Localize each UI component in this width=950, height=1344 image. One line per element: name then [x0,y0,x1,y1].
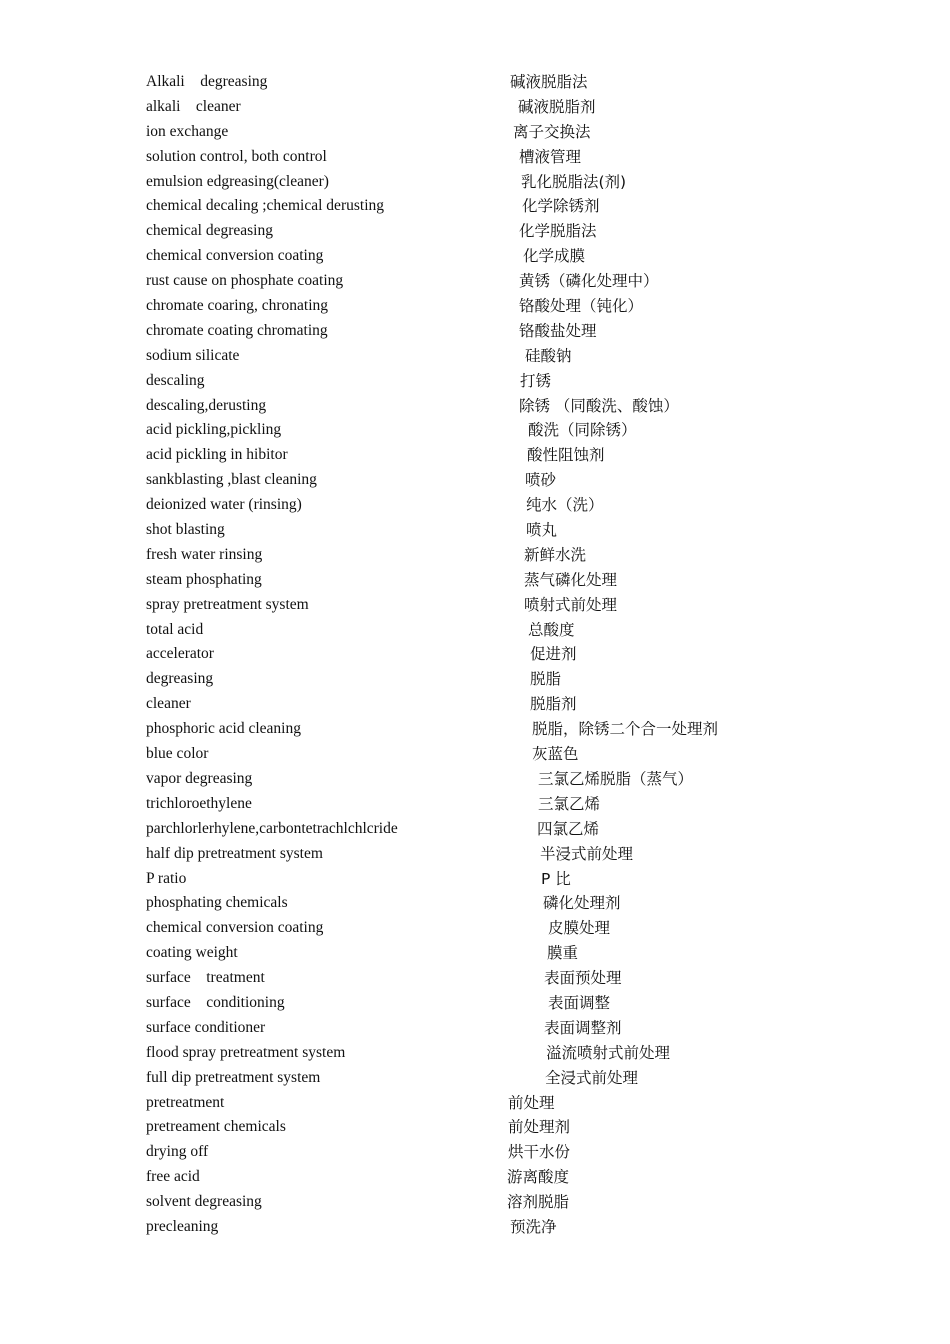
chinese-term: 乳化脱脂法(剂) [521,172,627,191]
english-term: parchlorlerhylene,carbontetrachlchlcride [146,819,398,837]
glossary-row [0,121,950,146]
glossary-row [0,868,950,893]
chinese-term: 喷丸 [526,521,558,540]
glossary-row [0,718,950,743]
chinese-term: 三氯乙烯 [538,794,601,813]
chinese-term: 全浸式前处理 [545,1068,639,1087]
glossary-row [0,992,950,1017]
english-term: shot blasting [146,521,225,539]
chinese-term: 离子交换法 [513,122,591,141]
chinese-term: 表面调整 [548,993,611,1012]
glossary-row [0,619,950,644]
chinese-term: 三氯乙烯脱脂（蒸气） [538,769,694,788]
chinese-term: 槽液管理 [519,147,582,166]
chinese-term: 黄锈（磷化处理中） [519,272,659,291]
english-term: ion exchange [146,122,229,140]
chinese-term: 喷射式前处理 [524,595,618,614]
chinese-term: 溶剂脱脂 [507,1193,570,1212]
english-term: chemical conversion coating [146,919,324,937]
glossary-row [0,768,950,793]
chinese-term: 促进剂 [530,645,577,664]
glossary-row [0,1017,950,1042]
english-term: accelerator [146,645,214,663]
english-term: phosphating chemicals [146,894,288,912]
english-term: P ratio [146,869,187,887]
glossary-row [0,370,950,395]
glossary-row [0,1092,950,1117]
chinese-term: 溢流喷射式前处理 [546,1043,671,1062]
glossary-list [0,71,950,1241]
glossary-row [0,1141,950,1166]
chinese-term: 烘干水份 [508,1143,571,1162]
english-term: chromate coating chromating [146,321,328,339]
english-term: acid pickling in hibitor [146,446,288,464]
glossary-row [0,494,950,519]
chinese-term: 铬酸处理（钝化） [519,297,644,316]
chinese-term: 除锈 （同酸洗、酸蚀） [519,396,679,415]
english-term: descaling,derusting [146,396,267,414]
english-term: half dip pretreatment system [146,844,323,862]
chinese-term: 化学脱脂法 [519,222,597,241]
chinese-term: 预洗净 [510,1217,557,1236]
glossary-row [0,171,950,196]
english-term: chemical decaling ;chemical derusting [146,197,384,215]
glossary-row [0,569,950,594]
chinese-term: P 比 [541,869,571,888]
english-term: steam phosphating [146,570,262,588]
chinese-term: 化学除锈剂 [522,197,600,216]
english-term: surface conditioner [146,1018,266,1036]
english-term: alkali cleaner [146,97,241,115]
english-term: free acid [146,1168,200,1186]
glossary-row [0,270,950,295]
chinese-term: 脱脂剂 [530,695,577,714]
english-term: coating weight [146,944,238,962]
english-term: sankblasting ,blast cleaning [146,471,317,489]
glossary-row [0,1042,950,1067]
glossary-row [0,743,950,768]
glossary-row [0,295,950,320]
glossary-row [0,843,950,868]
english-term: precleaning [146,1217,219,1235]
chinese-term: 表面预处理 [544,969,622,988]
chinese-term: 蒸气磷化处理 [524,570,618,589]
chinese-term: 打锈 [520,371,552,390]
chinese-term: 纯水（洗） [526,496,604,515]
english-term: surface conditioning [146,993,285,1011]
english-term: pretreament chemicals [146,1118,286,1136]
chinese-term: 游离酸度 [507,1168,570,1187]
chinese-term: 前处理 [508,1093,555,1112]
english-term: phosphoric acid cleaning [146,720,301,738]
chinese-term: 酸洗（同除锈） [528,421,637,440]
glossary-row [0,195,950,220]
glossary-row [0,917,950,942]
chinese-term: 总酸度 [528,620,575,639]
glossary-row [0,967,950,992]
chinese-term: 碱液脱脂法 [510,73,588,91]
chinese-term: 铬酸盐处理 [519,321,597,340]
glossary-row [0,643,950,668]
glossary-row [0,1216,950,1241]
chinese-term: 表面调整剂 [544,1018,622,1037]
english-term: deionized water (rinsing) [146,496,302,514]
english-term: degreasing [146,670,214,688]
english-term: chemical conversion coating [146,247,324,265]
chinese-term: 灰蓝色 [532,745,579,764]
english-term: sodium silicate [146,346,240,364]
chinese-term: 前处理剂 [508,1118,571,1137]
english-term: fresh water rinsing [146,545,263,563]
chinese-term: 磷化处理剂 [543,894,621,913]
english-term: solution control, both control [146,147,327,165]
english-term: trichloroethylene [146,794,252,812]
english-term: emulsion edgreasing(cleaner) [146,172,329,190]
english-term: blue color [146,745,209,763]
glossary-row [0,818,950,843]
chinese-term: 新鲜水洗 [524,545,587,564]
english-term: drying off [146,1143,209,1161]
glossary-row [0,693,950,718]
english-term: rust cause on phosphate coating [146,272,344,290]
english-term: Alkali degreasing [146,73,268,90]
english-term: chemical degreasing [146,222,273,240]
glossary-row [0,544,950,569]
chinese-term: 碱液脱脂剂 [518,97,596,116]
glossary-row [0,320,950,345]
chinese-term: 脱脂 [530,670,562,689]
glossary-row [0,146,950,171]
english-term: flood spray pretreatment system [146,1043,346,1061]
chinese-term: 膜重 [547,944,579,963]
glossary-row [0,395,950,420]
glossary-row [0,594,950,619]
chinese-term: 半浸式前处理 [540,844,634,863]
chinese-term: 喷砂 [525,471,557,490]
glossary-row [0,668,950,693]
glossary-row [0,469,950,494]
glossary-row [0,444,950,469]
glossary-row [0,96,950,121]
glossary-row [0,1191,950,1216]
english-term: vapor degreasing [146,769,253,787]
glossary-row [0,1116,950,1141]
glossary-row [0,419,950,444]
glossary-row [0,1067,950,1092]
english-term: acid pickling,pickling [146,421,282,439]
glossary-row [0,245,950,270]
glossary-row [0,71,950,96]
chinese-term: 硅酸钠 [525,346,572,365]
english-term: full dip pretreatment system [146,1068,321,1086]
english-term: spray pretreatment system [146,595,309,613]
chinese-term: 酸性阻蚀剂 [527,446,605,465]
glossary-row [0,345,950,370]
glossary-row [0,793,950,818]
english-term: surface treatment [146,969,265,987]
glossary-row [0,942,950,967]
chinese-term: 化学成膜 [523,247,586,266]
glossary-row [0,892,950,917]
chinese-term: 四氯乙烯 [537,819,600,838]
english-term: descaling [146,371,205,389]
english-term: chromate coaring, chronating [146,297,329,315]
chinese-term: 皮膜处理 [548,919,611,938]
english-term: cleaner [146,695,191,713]
glossary-row [0,1166,950,1191]
english-term: solvent degreasing [146,1193,262,1211]
english-term: pretreatment [146,1093,225,1111]
english-term: total acid [146,620,204,638]
glossary-row [0,220,950,245]
glossary-row [0,519,950,544]
chinese-term: 脱脂，除锈二个合一处理剂 [532,720,719,739]
